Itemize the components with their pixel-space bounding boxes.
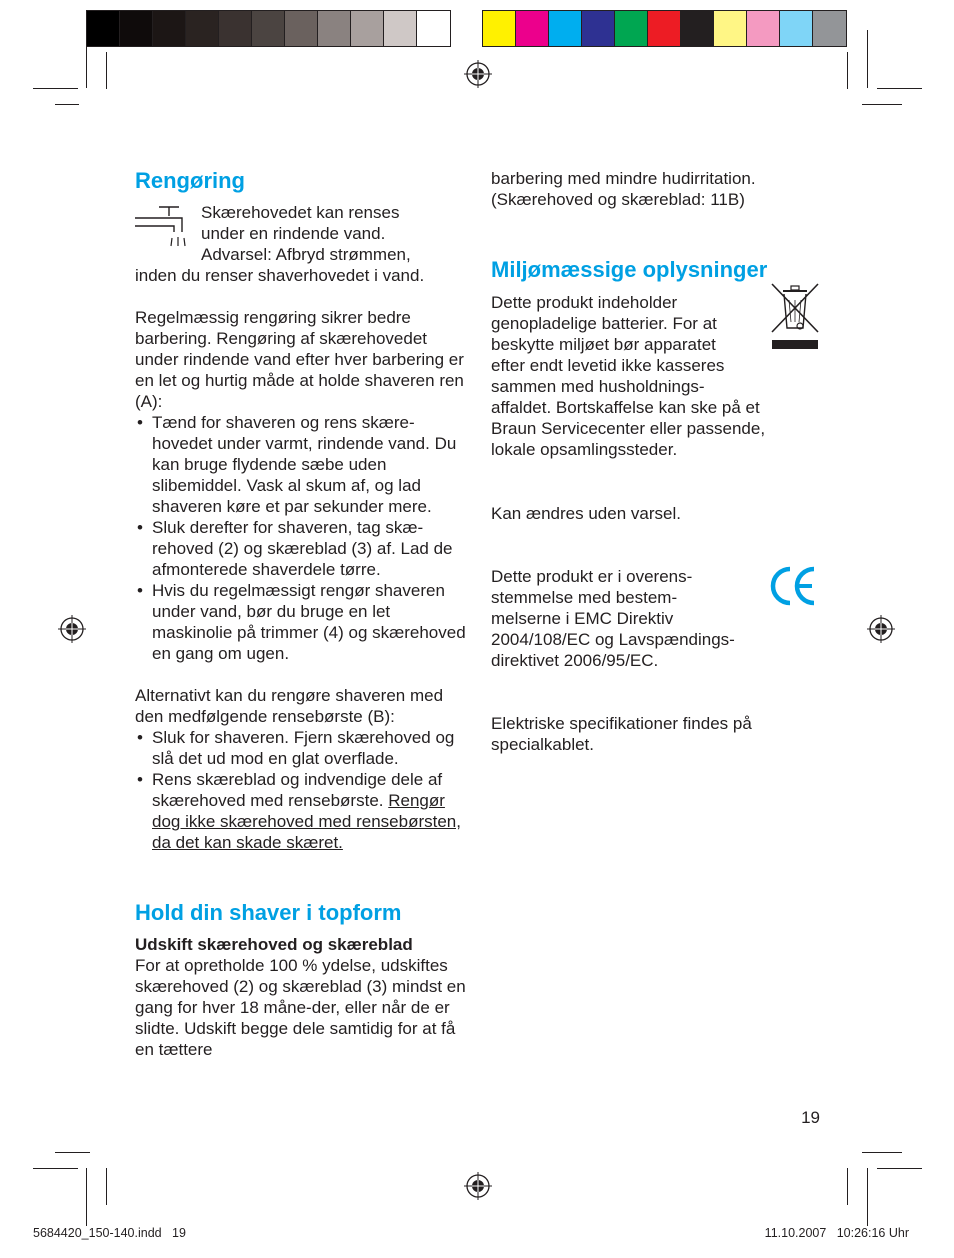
process-color-swatch — [615, 11, 648, 46]
list-item: • Sluk for shaveren. Fjern skærehoved og slå det ud mod en glat overflade. — [135, 727, 470, 769]
gray-swatch — [318, 11, 351, 46]
process-color-swatch — [813, 11, 846, 46]
maintain-subheading: Udskift skærehoved og skæreblad — [135, 935, 413, 954]
gray-swatch — [384, 11, 417, 46]
maintain-paragraph: For at opretholde 100 % ydelse, udskiftes skærehoved (2) og skæreblad (3) mindst en gang for hver 18 måne-der, eller når de er slidte. Udskift begge dele samtidig for at få en tættere — [135, 956, 466, 1059]
intro-line: Skærehovedet kan renses — [201, 203, 400, 222]
continuation-text: barbering med mindre hudirritation. (Skærehoved og skæreblad: 11B) — [491, 169, 756, 209]
list-item-text: Rens skæreblad og indvendige dele af skærehoved med rensebørste. — [152, 770, 443, 810]
gray-swatch — [120, 11, 153, 46]
gray-color-bar — [86, 10, 451, 47]
footer-timestamp: 11.10.2007 10:26:16 Uhr — [764, 1226, 909, 1240]
gray-swatch — [153, 11, 186, 46]
footer-file-info: 5684420_150-140.indd 19 — [33, 1226, 186, 1240]
tap-icon — [134, 204, 190, 254]
brush-bullets — [135, 727, 470, 853]
process-color-swatch — [516, 11, 549, 46]
maintain-heading: Hold din shaver i topform — [135, 900, 402, 925]
ce-line: Dette produkt er i overens- — [491, 567, 693, 586]
list-item — [135, 769, 470, 853]
ce-block — [491, 566, 796, 671]
intro-line: under en rindende vand. — [201, 224, 386, 243]
registration-mark-icon — [464, 1172, 492, 1200]
environment-line: sammen med husholdnings- — [491, 377, 705, 396]
cleaning-paragraph: Regelmæssig rengøring sikrer bedre barbering. Rengøring af skærehovedet under rindende vand efter hver barbering er en let og hurtig måde at holde shaveren ren (A): — [135, 308, 464, 411]
list-item: • Tænd for shaveren og rens skære-hovedet under varmt, rindende vand. Du kan bruge flydende sæbe uden slibemiddel. Vask al skum af, og lad shaveren køre et par sekunder mere. — [135, 412, 470, 517]
cleaning-bullets — [135, 412, 470, 664]
environment-line: efter endt levetid ikke kasseres — [491, 356, 725, 375]
gray-swatch — [351, 11, 384, 46]
environment-line: beskytte miljøet bør apparatet — [491, 335, 716, 354]
environment-heading: Miljømæssige oplysninger — [491, 257, 768, 282]
electrical-spec-text: Elektriske specifikationer findes på specialkablet. — [491, 714, 752, 754]
registration-mark-icon — [867, 615, 895, 643]
environment-line: Dette produkt indeholder — [491, 293, 678, 312]
ce-line: 2004/108/EC og Lavspændings- — [491, 630, 735, 649]
ce-mark-icon — [768, 562, 822, 612]
right-column — [491, 168, 796, 755]
brush-warning: Rengør dog ikke skærehoved med rensebørsten, da det kan skade skæret. — [152, 791, 461, 852]
ce-line: direktivet 2006/95/EC. — [491, 651, 659, 670]
registration-mark-icon — [464, 60, 492, 88]
intro-line: Advarsel: Afbryd strømmen, — [201, 245, 411, 264]
notice-text: Kan ændres uden varsel. — [491, 504, 681, 523]
process-color-swatch — [483, 11, 516, 46]
process-color-swatch — [747, 11, 780, 46]
cleaning-heading: Rengøring — [135, 168, 245, 193]
gray-swatch — [285, 11, 318, 46]
list-item: • Hvis du regelmæssigt rengør shaveren under vand, bør du bruge en let maskinolie på trimmer (4) og skærehoved en gang om ugen. — [135, 580, 470, 664]
gray-swatch — [186, 11, 219, 46]
environment-line: genopladelige batterier. For at — [491, 314, 717, 333]
page-number: 19 — [801, 1108, 820, 1127]
gray-swatch — [252, 11, 285, 46]
intro-line: inden du renser shaverhovedet i vand. — [135, 266, 425, 285]
gray-swatch — [219, 11, 252, 46]
brush-paragraph: Alternativt kan du rengøre shaveren med den medfølgende rensebørste (B): — [135, 686, 444, 726]
list-item: • Sluk derefter for shaveren, tag skæ-rehoved (2) og skæreblad (3) af. Lad de afmonterede shaverdele tørre. — [135, 517, 470, 580]
weee-bin-icon — [770, 282, 820, 354]
gray-swatch — [417, 11, 450, 46]
process-color-swatch — [714, 11, 747, 46]
cleaning-intro — [135, 202, 470, 286]
ce-line: melserne i EMC Direktiv — [491, 609, 674, 628]
environment-line: affaldet. Bortskaffelse kan ske på et Braun Servicecenter eller passende, lokale opsamlingssteder. — [491, 398, 766, 459]
process-color-swatch — [549, 11, 582, 46]
left-column — [135, 168, 470, 1060]
process-color-swatch — [648, 11, 681, 46]
gray-swatch — [87, 11, 120, 46]
process-color-swatch — [582, 11, 615, 46]
registration-mark-icon — [58, 615, 86, 643]
ce-line: stemmelse med bestem- — [491, 588, 678, 607]
process-color-swatch — [681, 11, 714, 46]
environment-block — [491, 292, 796, 460]
process-color-swatch — [780, 11, 813, 46]
process-color-bar — [482, 10, 847, 47]
